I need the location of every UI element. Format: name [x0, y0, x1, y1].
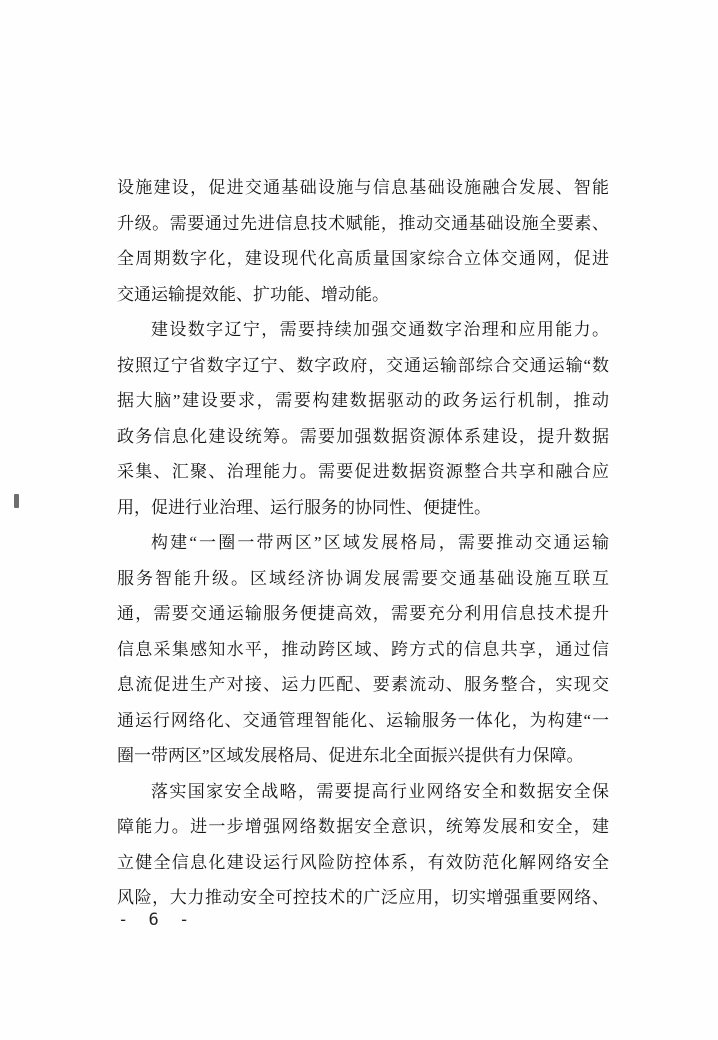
text-line: 采集、汇聚、治理能力。需要促进数据资源整合共享和融合应	[117, 462, 609, 481]
page-number: - 6 -	[118, 910, 195, 930]
paragraph-4	[117, 774, 609, 916]
text-line: 圈一带两区”区域发展格局、促进东北全面振兴提供有力保障。	[117, 746, 584, 765]
text-line: 政务信息化建设统筹。需要加强数据资源体系建设，提升数据	[117, 426, 609, 446]
text-line: 风险，大力推动安全可控技术的广泛应用，切实增强重要网络、	[117, 888, 609, 907]
text-line: 升级。需要通过先进信息技术赋能，推动交通基础设施全要素、	[117, 213, 609, 233]
text-line: 服务智能升级。区域经济协调发展需要交通基础设施互联互	[117, 568, 609, 588]
text-line: 落实国家安全战略，需要提高行业网络安全和数据安全保	[151, 781, 609, 801]
paragraph-1	[117, 170, 609, 312]
text-line: 障能力。进一步增强网络数据安全意识，统筹发展和安全，建	[117, 817, 609, 836]
text-line: 通运行网络化、交通管理智能化、运输服务一体化，为构建“一	[117, 710, 609, 730]
text-line: 息流促进生产对接、运力匹配、要素流动、服务整合，实现交	[117, 675, 609, 694]
text-line: 据大脑”建设要求，需要构建数据驱动的政务运行机制，推动	[117, 391, 609, 410]
text-line: 设施建设，促进交通基础设施与信息基础设施融合发展、智能	[117, 178, 609, 197]
text-line: 信息采集感知水平，推动跨区域、跨方式的信息共享，通过信	[117, 639, 609, 659]
text-line: 建设数字辽宁，需要持续加强交通数字治理和应用能力。	[151, 320, 609, 339]
text-line: 全周期数字化，建设现代化高质量国家综合立体交通网，促进	[117, 249, 609, 268]
scan-mark	[14, 494, 19, 508]
text-line: 按照辽宁省数字辽宁、数字政府，交通运输部综合交通运输“数	[117, 355, 609, 375]
text-line: 用，促进行业治理、运行服务的协同性、便捷性。	[117, 497, 491, 517]
text-line: 立健全信息化建设运行风险防控体系，有效防范化解网络安全	[117, 852, 609, 872]
paragraph-2	[117, 312, 609, 525]
paragraph-3	[117, 525, 609, 774]
document-body	[117, 170, 609, 916]
text-line: 通，需要交通运输服务便捷高效，需要充分利用信息技术提升	[117, 604, 609, 623]
text-line: 构建“一圈一带两区”区域发展格局，需要推动交通运输	[151, 533, 609, 552]
text-line: 交通运输提效能、扩功能、增动能。	[117, 284, 389, 304]
